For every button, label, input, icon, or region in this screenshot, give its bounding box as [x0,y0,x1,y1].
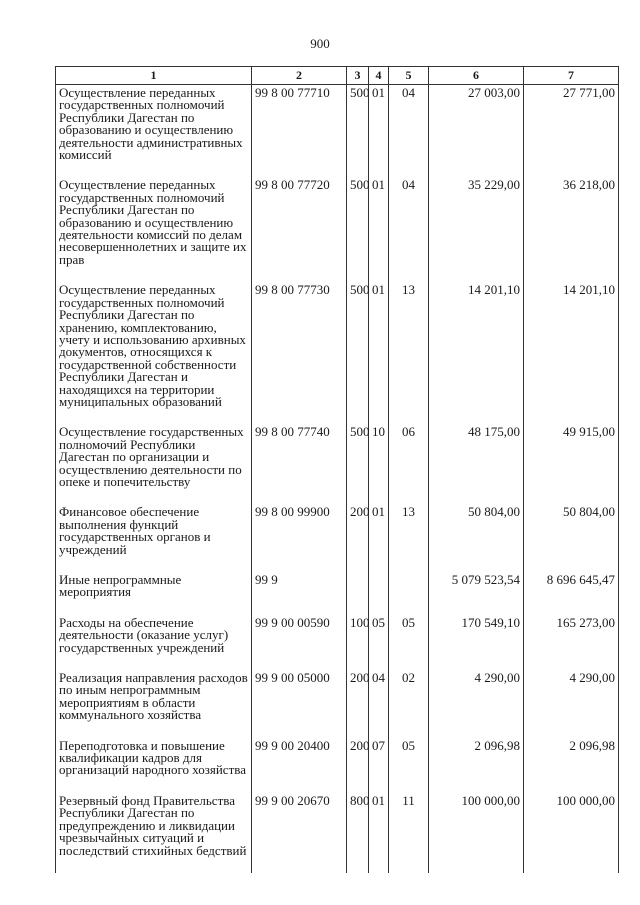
target-code: 99 9 00 00590 [252,615,347,670]
section-code: 10 [369,424,389,504]
table-header-row [56,67,619,85]
section-code: 04 [369,670,389,738]
table-row [56,504,619,572]
amount-col7: 165 273,00 [524,615,619,670]
expense-type [347,572,369,615]
table-row [56,177,619,282]
section-code: 01 [369,177,389,282]
expense-name: Осуществление переданных государственных полномочий Республики Дагестан по образованию и осуществлению деятельности административных комиссий [56,85,252,178]
amount-col7: 14 201,10 [524,282,619,424]
expense-name: Реализация направления расходов по иным непрограммным мероприятиям в области коммунального хозяйства [56,670,252,738]
expense-type: 500 [347,177,369,282]
table-row [56,85,619,178]
amount-col7: 100 000,00 [524,793,619,873]
expense-name: Осуществление государственных полномочий Республики Дагестан по организации и осуществлению деятельности по опеке и попечительству [56,424,252,504]
amount-col6: 4 290,00 [429,670,524,738]
page-number: 900 [310,36,330,51]
table-row [56,793,619,873]
expense-type: 500 [347,282,369,424]
subsection-code: 04 [389,85,429,178]
expense-name: Резервный фонд Правительства Республики Дагестан по предупреждению и ликвидации чрезвычайных ситуаций и последствий стихийных бедствий [56,793,252,873]
target-code: 99 8 00 99900 [252,504,347,572]
amount-col6: 35 229,00 [429,177,524,282]
table-row [56,282,619,424]
expense-type: 200 [347,670,369,738]
amount-col6: 170 549,10 [429,615,524,670]
column-header: 4 [369,67,389,85]
subsection-code: 06 [389,424,429,504]
target-code: 99 8 00 77740 [252,424,347,504]
expense-type: 500 [347,424,369,504]
amount-col7: 50 804,00 [524,504,619,572]
expense-type: 100 [347,615,369,670]
expense-name: Расходы на обеспечение деятельности (оказание услуг) государственных учреждений [56,615,252,670]
target-code: 99 9 00 20670 [252,793,347,873]
amount-col6: 2 096,98 [429,738,524,793]
expense-name: Иные непрограммные мероприятия [56,572,252,615]
column-header: 1 [56,67,252,85]
amount-col7: 4 290,00 [524,670,619,738]
table-row [56,738,619,793]
expense-name: Осуществление переданных государственных полномочий Республики Дагестан по образованию и осуществлению деятельности комиссий по делам несовершеннолетних и защите их прав [56,177,252,282]
expense-name: Переподготовка и повышение квалификации кадров для организаций народного хозяйства [56,738,252,793]
amount-col6: 27 003,00 [429,85,524,178]
target-code: 99 8 00 77720 [252,177,347,282]
subsection-code: 11 [389,793,429,873]
section-code: 01 [369,504,389,572]
section-code: 01 [369,282,389,424]
column-header: 3 [347,67,369,85]
amount-col7: 49 915,00 [524,424,619,504]
table-row [56,615,619,670]
budget-table [55,66,619,873]
target-code: 99 9 00 20400 [252,738,347,793]
table-row [56,670,619,738]
expense-type: 800 [347,793,369,873]
expense-type: 200 [347,738,369,793]
expense-type: 200 [347,504,369,572]
column-header: 6 [429,67,524,85]
amount-col6: 100 000,00 [429,793,524,873]
column-header: 7 [524,67,619,85]
column-header: 2 [252,67,347,85]
amount-col6: 48 175,00 [429,424,524,504]
amount-col7: 8 696 645,47 [524,572,619,615]
amount-col6: 5 079 523,54 [429,572,524,615]
column-header: 5 [389,67,429,85]
section-code: 01 [369,793,389,873]
amount-col7: 2 096,98 [524,738,619,793]
subsection-code: 05 [389,615,429,670]
target-code: 99 8 00 77730 [252,282,347,424]
target-code: 99 9 [252,572,347,615]
amount-col7: 36 218,00 [524,177,619,282]
table-row [56,424,619,504]
target-code: 99 8 00 77710 [252,85,347,178]
subsection-code: 05 [389,738,429,793]
subsection-code: 13 [389,504,429,572]
amount-col6: 14 201,10 [429,282,524,424]
expense-name: Финансовое обеспечение выполнения функций государственных органов и учреждений [56,504,252,572]
subsection-code [389,572,429,615]
section-code: 07 [369,738,389,793]
expense-type: 500 [347,85,369,178]
amount-col6: 50 804,00 [429,504,524,572]
section-code: 01 [369,85,389,178]
target-code: 99 9 00 05000 [252,670,347,738]
expense-name: Осуществление переданных государственных полномочий Республики Дагестан по хранению, комплектованию, учету и использованию архивных документов, относящихся к государственной собственности Республики Дагестан и находящихся на территории муниципальных образований [56,282,252,424]
subsection-code: 13 [389,282,429,424]
subsection-code: 02 [389,670,429,738]
amount-col7: 27 771,00 [524,85,619,178]
section-code: 05 [369,615,389,670]
subsection-code: 04 [389,177,429,282]
table-row [56,572,619,615]
section-code [369,572,389,615]
